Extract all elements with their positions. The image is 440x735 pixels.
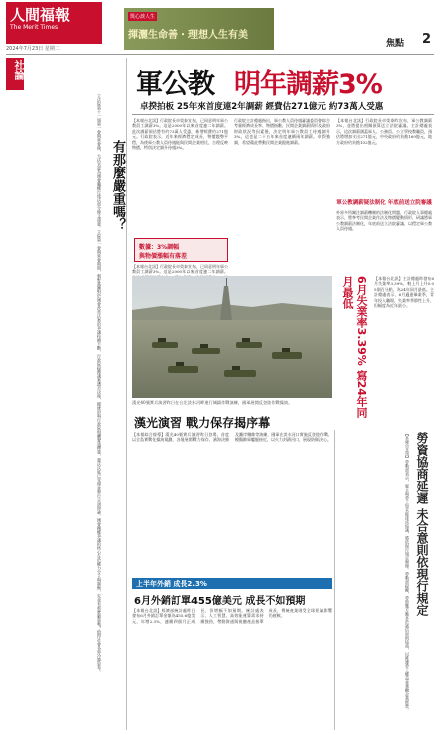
export-title: 6月外銷訂單455億美元 成長不如預期 (134, 596, 306, 607)
headline-band (132, 62, 434, 100)
military-body: 【本報綜合報導】漢光40號實兵演習昨日登場，首度以全島實戰化操演規劃，各地展開戰力保存、濱海決勝及灘岸殲敵等演練，國軍在淡水河口實施反登陸作戰，模擬敵軍艦艇接近，以火力封鎖河口，展現防衛決心。 (132, 432, 332, 443)
headline-rule (132, 114, 434, 115)
logo-block (6, 2, 102, 44)
unemployment-body: 【本報台北訊】主計總處昨發布6月失業率3.39%，較上月上升0.05個百分點，為24年同月最低。主計總處表示，6月適逢畢業季，青年投入職場，失業率季節性上升，但幅度為近年最小。 (374, 276, 434, 309)
sidebar-body: 外界多所關注調薪機制的法制化問題，行政院人事總處表示，將參考民間企業作法及物價變動情形，研議將軍公教調薪法制化，年底前送立法院審議，以穩定軍公教人員待遇。 (336, 210, 432, 232)
logo-cn: 人間福報 (10, 6, 71, 24)
sidebar-title: 軍公教調薪疑法制化 年底前送立院審議 (336, 200, 432, 206)
slogan-tag: 獎心談人生 (130, 14, 156, 20)
page-number: 2 (422, 32, 432, 47)
editorial-label: 社論 (12, 60, 23, 80)
headline-main: 軍公教 (136, 69, 214, 100)
section-label: 焦點 (386, 39, 405, 49)
export-banner-text: 上半年外銷 成長2.3% (136, 580, 207, 588)
slogan-text: 揮灑生命善・理想人生有美 (128, 30, 248, 41)
export-banner (132, 578, 332, 589)
editorial-label-box (6, 58, 24, 90)
military-exercise-photo (132, 276, 332, 398)
export-body: 【本報台北訊】經濟部統計處昨日發布6月外銷訂單金額為455.6億美元，年增2.3%，連續四個月正成長，但增幅不如預期。統計處表示，人工智慧、高效能運算需求持續強勁，帶動資通與視聽產品接單成長，傳統產業則受全球景氣影響仍疲軟。 (132, 608, 332, 624)
headline-highlight: 明年調薪3% (234, 69, 382, 100)
highlight-line-1: 數據：3%調幅 (139, 244, 180, 251)
masthead-date: 2024年7月23日 星期二 (6, 46, 60, 52)
article-col-1: 【本報台北訊】行政院長卓榮泰宣布，已同意明年軍公教員工調薪3%。這是2000年以來首度連二年調薪。此次調薪預估將有約73萬人受惠，新增經費約271億元。行政院表示，近年來經濟穩定成長，物價趨勢平穩，為使軍公教人員待遇能與民間企業相比，合理反映物價，特別決定調升待遇3%。 (132, 118, 228, 151)
sidebar-box (336, 200, 432, 272)
labor-head: 勞資協商延遲 未合意則依現行規定 (415, 432, 429, 617)
editorial-body: 立法院第十一屆第一會期延會後，大法官認為國會職權行使法部分條文違憲。立院第一會期延會期間，朝野黨團對於國會改革法案的爭議持續不斷，行政院提覆議案遭否決後，總統府與行政院相繼聲請釋憲，憲法法庭已受理並舉行言詞辯論。國會擴權爭議的核心在於權力分立與制衡，究竟有那麼嚴重嗎？值得社會各界冷靜思考。 (97, 94, 102, 674)
military-title: 漢光演習 戰力保存揭序幕 (134, 416, 271, 430)
left-divider (126, 58, 127, 730)
masthead (0, 0, 440, 56)
labor-body: 【本報台北訊】勞動部表示，雇主與勞工如未能達成協議，將依現行規定辦理。勞動部提醒，勞資雙方應本於誠信原則協商，以維護勞工權益並兼顧企業經營。 (405, 432, 410, 712)
article-col-3: 【本報台北訊】行政院長卓榮泰昨宣布，軍公教調薪3%，並將提出相關預算送立法院審議。主計總處表示，這次調薪涵蓋軍人、公務員、公立學校教職員，預估將增加支出271億元，中央政府約負擔169億元，地方政府約負擔102億元。 (336, 118, 432, 145)
unemployment-head: 6月失業率3.39% 寫24年同月最低 (341, 276, 368, 418)
logo-en: The Merit Times (10, 24, 59, 31)
news-photo (132, 276, 332, 398)
highlight-box (134, 238, 228, 262)
photo-caption: 漢光40號實兵演習昨日在台北淡水河畔進行城鎮作戰演練，國軍展開反登陸作戰操演。 (132, 400, 293, 405)
article-col-1-cont: 【本報台北訊】行政院長卓榮泰宣布，已同意明年軍公教員工調薪3%。這是2000年以來首度連二年調薪。 (132, 264, 228, 275)
headline-sub: 卓揆拍板 25年來首度連2年調薪 經費估271億元 約73萬人受惠 (140, 102, 384, 112)
editorial-title: 有那麼嚴重嗎？ (110, 140, 125, 231)
right-divider (334, 430, 335, 730)
article-col-2: 行政院主計總處指出，軍公教人員待遇審議委員會綜合考量經濟成長率、物價指數、民間企業調薪情形及政府財政狀況等因素後，決定明年軍公教員工待遇調升3%。這也是二十五年來首度連續兩年調薪。卓揆強調，希望藉此帶動民間企業跟進調薪。 (234, 118, 330, 145)
slogan-banner (124, 8, 274, 50)
masthead-rule (6, 54, 434, 55)
highlight-line-2: 與物價漲幅有落差 (139, 253, 188, 260)
